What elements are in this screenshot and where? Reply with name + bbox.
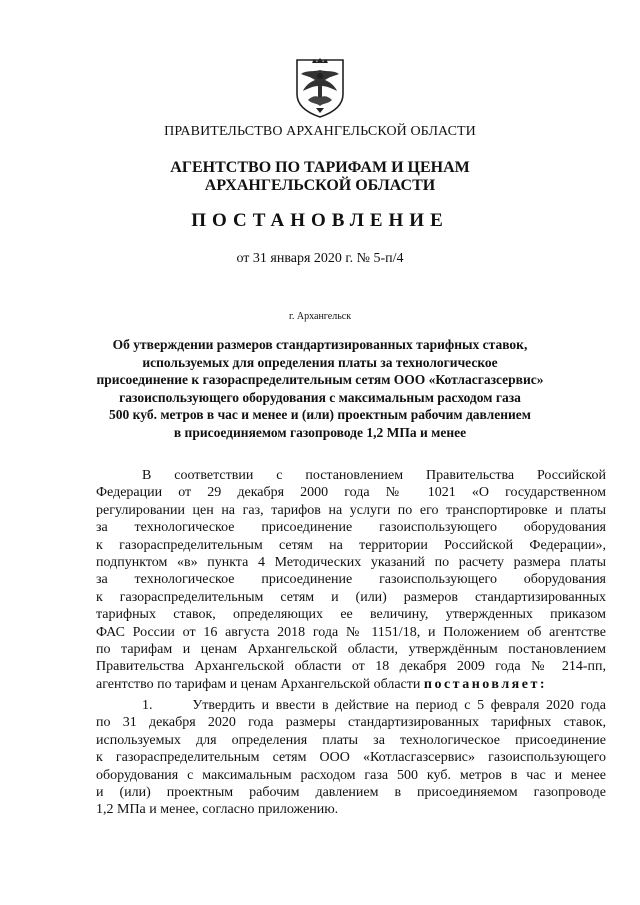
item-1-line: 1. Утвердить и ввести в действие на период с 5 февраля 2020 года bbox=[142, 698, 606, 713]
preamble-line: Правительства Архангельской области от 18 декабря 2009 года № 214-пп, bbox=[96, 659, 606, 675]
preamble-line: В соответствии с постановлением Правительства Российской bbox=[142, 468, 606, 483]
agency-title bbox=[0, 159, 640, 195]
government-title: ПРАВИТЕЛЬСТВО АРХАНГЕЛЬСКОЙ ОБЛАСТИ bbox=[164, 124, 476, 139]
preamble-line: к газораспределительным сетям на территории Российской Федерации», bbox=[96, 537, 606, 553]
subject-line: Об утверждении размеров стандартизированных тарифных ставок, bbox=[112, 337, 528, 352]
item-1-line: оборудования с максимальным расходом газа 500 куб. метров в час и менее bbox=[96, 767, 606, 783]
preamble-line: за технологическое присоединение газоиспользующего оборудования bbox=[96, 520, 606, 536]
preamble-line: регулировании цен на газ, тарифов на услуги по его транспортировке и платы bbox=[96, 502, 606, 518]
item-1-line: используемых для определения платы за технологическое присоединение bbox=[96, 732, 606, 748]
preamble-line: агентство по тарифам и ценам Архангельской области bbox=[96, 676, 421, 692]
preamble-paragraph bbox=[96, 467, 606, 693]
item-1-line: к газораспределительным сетям ООО «Котласгазсервис» газоиспользующего bbox=[96, 750, 606, 766]
subject-line: газоиспользующего оборудования с максимальным расходом газа bbox=[119, 389, 521, 405]
document-city: г. Архангельск bbox=[288, 311, 352, 322]
subject-line: присоединение к газораспределительным сетям ООО «Котласгазсервис» bbox=[96, 372, 544, 388]
preamble-last-line bbox=[96, 676, 606, 693]
coat-of-arms-emblem bbox=[292, 56, 348, 118]
preamble-line: ФАС России от 16 августа 2018 года № 1151/18, и Положением об агентстве bbox=[96, 624, 606, 640]
agency-title-line-1: АГЕНТСТВО ПО ТАРИФАМ И ЦЕНАМ bbox=[170, 159, 470, 176]
preamble-line: Федерации от 29 декабря 2000 года № 1021 «О государственном bbox=[96, 485, 606, 501]
preamble-line: подпунктом «в» пункта 4 Методических указаний по расчету размера платы bbox=[96, 554, 606, 570]
subject-line: 500 куб. метров в час и менее и (или) проектным рабочим давлением bbox=[109, 407, 531, 423]
document-subject bbox=[95, 336, 545, 442]
subject-line: используемых для определения платы за технологическое bbox=[142, 354, 498, 370]
preamble-line: тарифных ставок, определяющих ее величину, утвержденных приказом bbox=[96, 607, 606, 623]
subject-line: в присоединяемом газопроводе 1,2 МПа и менее bbox=[173, 424, 467, 440]
document-type-heading: ПОСТАНОВЛЕНИЕ bbox=[191, 210, 449, 231]
item-1-line: и (или) проектным рабочим давлением в присоединяемом газопроводе bbox=[96, 784, 606, 800]
item-1-line: по 31 декабря 2020 года размеры стандартизированных тарифных ставок, bbox=[96, 715, 606, 731]
item-1-line: 1,2 МПа и менее, согласно приложению. bbox=[96, 802, 339, 818]
preamble-line: за технологическое присоединение газоиспользующего оборудования bbox=[96, 572, 606, 588]
item-1-paragraph bbox=[96, 697, 606, 819]
document-date-number: от 31 января 2020 г. № 5-п/4 bbox=[236, 251, 404, 266]
decree-word: постановляет: bbox=[423, 676, 547, 692]
preamble-line: к газораспределительным сетям и (или) размеров стандартизированных bbox=[96, 589, 606, 605]
agency-title-line-2: АРХАНГЕЛЬСКОЙ ОБЛАСТИ bbox=[204, 177, 436, 194]
preamble-line: по тарифам и ценам Архангельской области, утверждённым постановлением bbox=[96, 641, 606, 657]
